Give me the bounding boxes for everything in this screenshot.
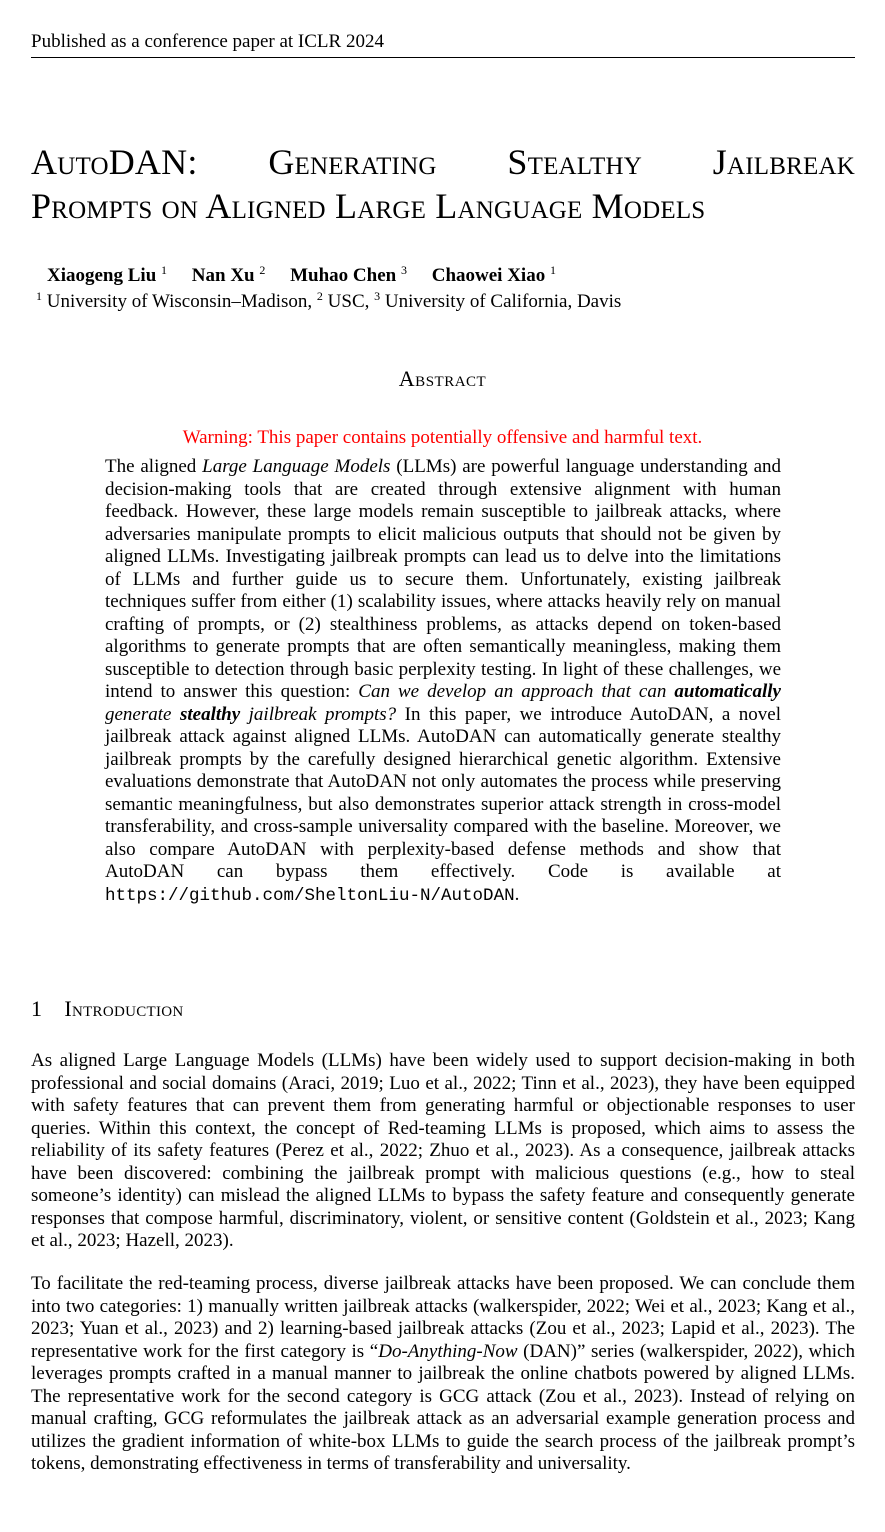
title-word: Generating [268, 142, 437, 182]
author: Nan Xu $^2$ [191, 263, 266, 286]
research-question: Can we develop an approach that can automatically generate stealthy jailbreak prompts? [105, 681, 781, 725]
title-word: Stealthy [507, 142, 642, 182]
running-header: Published as a conference paper at ICLR 2024 [31, 30, 855, 58]
author: Chaowei Xiao $^1$ [431, 263, 556, 286]
title-line-2: Prompts on Aligned Large Language Models [31, 186, 706, 226]
intro-paragraph-2: To facilitate the red-teaming process, diverse jailbreak attacks have been proposed. We can conclude them into two categories: 1) manually written jailbreak attacks (walkerspider, 2022; Wei et al., 2023; Kang et al., 2023; Yuan et al., 2023) and 2) learning-based jailbreak attacks (Zou et al., 2023; Lapid et al., 2023). The representative work for the first category is “Do-Anything-Now (DAN)” series (walkerspider, 2022), which leverages prompts crafted in a manual manner to jailbreak the online chatbots powered by aligned LLMs. The representative work for the second category is GCG attack (Zou et al., 2023). Instead of relying on manual crafting, GCG reformulates the jailbreak attack as an adversarial example generation process and utilizes the gradient information of white-box LLMs to guide the search process of the jailbreak prompt’s tokens, demonstrating effectiveness in terms of transferability and universality. [31, 1273, 855, 1474]
affiliations: $^1$ University of Wisconsin–Madison, $^2$ USC, $^3$ University of California, Davis [36, 289, 622, 312]
author: Muhao Chen $^3$ [290, 263, 407, 286]
title-word: Jailbreak [712, 142, 855, 182]
title-line-1 [31, 140, 855, 184]
content-warning: Warning: This paper contains potentially offensive and harmful text. [182, 427, 703, 448]
code-url-link[interactable]: https://github.com/SheltonLiu-N/AutoDAN [105, 885, 515, 906]
section-heading: 1 Introduction [31, 996, 184, 1021]
abstract-body: The aligned Large Language Models (LLMs) are powerful language understanding and decision-making tools that are created through extensive alignment with human feedback. However, these large models remain susceptible to jailbreak attacks, where adversaries manipulate prompts to elicit malicious outputs that should not be given by aligned LLMs. Investigating jailbreak prompts can lead us to delve into the limitations of LLMs and further guide us to secure them. Unfortunately, existing jailbreak techniques suffer from either (1) scalability issues, where attacks heavily rely on manual crafting of prompts, or (2) stealthiness problems, as attacks depend on token-based algorithms to generate prompts that are often semantically meaningless, making them susceptible to detection through basic perplexity testing. In light of these challenges, we intend to answer this question: Can we develop an approach that can automatically generate stealthy jailbreak prompts? In this paper, we introduce AutoDAN, a novel jailbreak attack against aligned LLMs. AutoDAN can automatically generate stealthy jailbreak prompts by the carefully designed hierarchical genetic algorithm. Extensive evaluations demonstrate that AutoDAN not only automates the process while preserving semantic meaningfulness, but also demonstrates superior attack strength in cross-model transferability, and cross-sample universality compared with the baseline. Moreover, we also compare AutoDAN with perplexity-based defense methods and show that AutoDAN can bypass them effectively. Code is available at https://github.com/SheltonLiu-N/AutoDAN. [105, 456, 782, 906]
intro-paragraph-1: As aligned Large Language Models (LLMs) have been widely used to support decision-making in both professional and social domains (Araci, 2019; Luo et al., 2022; Tinn et al., 2023), they have been equipped with safety features that can prevent them from generating harmful or objectionable responses to user queries. Within this context, the concept of Red-teaming LLMs is proposed, which aims to assess the reliability of its safety features (Perez et al., 2022; Zhuo et al., 2023). As a consequence, jailbreak attacks have been discovered: combining the jailbreak prompt with malicious questions (e.g., how to steal someone’s identity) can mislead the aligned LLMs to bypass the safety feature and consequently generate responses that compose harmful, discriminatory, violent, or sensitive content (Goldstein et al., 2023; Kang et al., 2023; Hazell, 2023). [31, 1050, 855, 1251]
paper-title [31, 140, 855, 228]
abstract-heading: Abstract [398, 366, 487, 391]
author: Xiaogeng Liu $^1$ [47, 263, 168, 286]
title-word: AutoDAN: [31, 142, 198, 182]
